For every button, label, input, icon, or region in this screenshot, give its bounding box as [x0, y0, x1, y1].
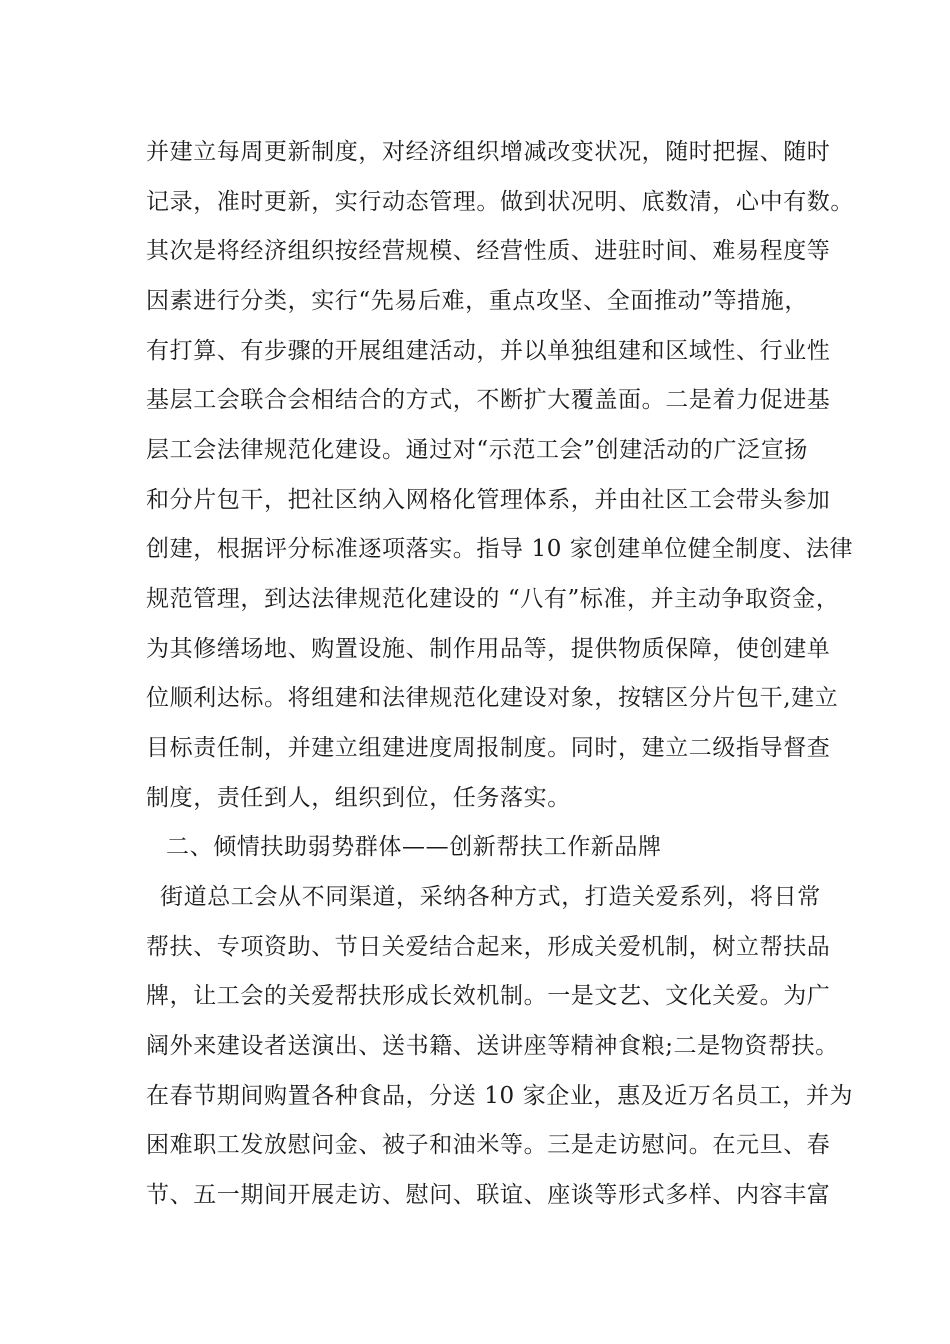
text-line: 有打算、有步骤的开展组建活动，并以单独组建和区域性、行业性	[146, 338, 831, 364]
text-line: 规范管理，到达法律规范化建设的 “八有”标准，并主动争取资金，	[146, 586, 840, 612]
text-line: 位顺利达标。将组建和法律规范化建设对象，按辖区分片包干,建立	[146, 685, 839, 711]
text-line: 困难职工发放慰问金、被子和油米等。三是走访慰问。在元旦、春	[146, 1132, 831, 1158]
text-line: 在春节期间购置各种食品，分送 10 家企业，惠及近万名员工，并为	[146, 1083, 854, 1109]
text-line: 街道总工会从不同渠道，采纳各种方式，打造关爱系列，将日常	[160, 884, 821, 910]
text-line: 阔外来建设者送演出、送书籍、送讲座等精神食粮;二是物资帮扶。	[146, 1033, 839, 1059]
text-line: 和分片包干，把社区纳入网格化管理体系，并由社区工会带头参加	[146, 487, 831, 513]
text-line: 其次是将经济组织按经营规模、经营性质、进驻时间、难易程度等	[146, 238, 831, 264]
section-heading: 二、倾情扶助弱势群体——创新帮扶工作新品牌	[166, 834, 662, 860]
text-line: 因素进行分类，实行“先易后难，重点攻坚、全面推动”等措施，	[146, 288, 808, 314]
text-line: 并建立每周更新制度，对经济组织增减改变状况，随时把握、随时	[146, 139, 831, 165]
text-line: 记录，准时更新，实行动态管理。做到状况明、底数清，心中有数。	[146, 189, 854, 215]
text-line: 为其修缮场地、购置设施、制作用品等，提供物质保障，使创建单	[146, 636, 831, 662]
text-line: 创建，根据评分标准逐项落实。指导 10 家创建单位健全制度、法律	[146, 536, 854, 562]
text-line: 制度，责任到人，组织到位，任务落实。	[146, 785, 571, 811]
text-line: 基层工会联合会相结合的方式，不断扩大覆盖面。二是着力促进基	[146, 387, 831, 413]
text-line: 目标责任制，并建立组建进度周报制度。同时，建立二级指导督查	[146, 735, 831, 761]
text-line: 帮扶、专项资助、节日关爱结合起来，形成关爱机制，树立帮扶品	[146, 934, 831, 960]
text-line: 节、五一期间开展走访、慰问、联谊、座谈等形式多样、内容丰富	[146, 1182, 831, 1208]
text-line: 层工会法律规范化建设。通过对“示范工会”创建活动的广泛宣扬	[146, 437, 808, 463]
text-line: 牌，让工会的关爱帮扶形成长效机制。一是文艺、文化关爱。为广	[146, 983, 831, 1009]
